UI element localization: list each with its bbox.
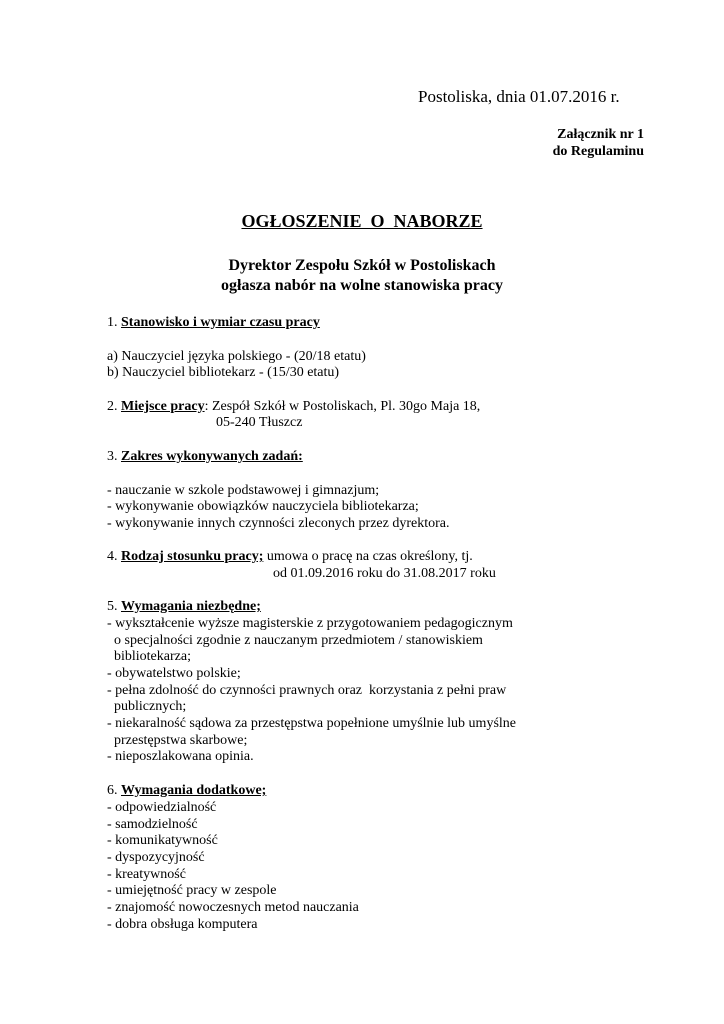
section-3-item: - wykonywanie innych czynności zleconych przez dyrektora. <box>107 516 450 531</box>
section-6-number: 6. <box>107 783 121 798</box>
section-5-line: - nieposzlakowana opinia. <box>107 749 254 764</box>
section-5-line: przestępstwa skarbowe; <box>107 733 248 748</box>
section-6-heading <box>107 782 266 799</box>
section-4-title: Rodzaj stosunku pracy; <box>121 549 264 564</box>
section-1-heading <box>107 314 320 331</box>
section-3-title: Zakres wykonywanych zadań: <box>121 449 303 464</box>
section-2-heading <box>107 398 480 415</box>
section-2-title: Miejsce pracy <box>121 399 205 414</box>
attachment-regulation: do Regulaminu <box>552 144 644 159</box>
section-6-item: - odpowiedzialność <box>107 800 217 815</box>
section-6-item: - samodzielność <box>107 817 198 832</box>
section-4-heading <box>107 548 473 565</box>
section-6-title: Wymagania dodatkowe; <box>121 783 267 798</box>
section-1-title: Stanowisko i wymiar czasu pracy <box>121 315 320 330</box>
section-1-item: b) Nauczyciel bibliotekarz - (15/30 etatu) <box>107 365 340 380</box>
section-3-item: - nauczanie w szkole podstawowej i gimnazjum; <box>107 483 380 498</box>
section-2-address: : Zespół Szkół w Postoliskach, Pl. 30go Maja 18, <box>204 399 481 414</box>
page-title: OGŁOSZENIE O NABORZE <box>241 211 483 231</box>
section-6-item: - komunikatywność <box>107 833 218 848</box>
section-1-item: a) Nauczyciel języka polskiego - (20/18 etatu) <box>107 349 366 364</box>
section-3-item: - wykonywanie obowiązków nauczyciela bibliotekarza; <box>107 499 419 514</box>
section-5-line: - obywatelstwo polskie; <box>107 666 241 681</box>
section-5-title: Wymagania niezbędne; <box>121 599 261 614</box>
section-3-number: 3. <box>107 449 121 464</box>
section-6-item: - kreatywność <box>107 867 186 882</box>
section-6-item: - dyspozycyjność <box>107 850 205 865</box>
section-5-line: - niekaralność sądowa za przestępstwa popełnione umyślnie lub umyślne <box>107 716 516 731</box>
section-5-number: 5. <box>107 599 121 614</box>
section-6-item: - znajomość nowoczesnych metod nauczania <box>107 900 359 915</box>
subtitle-line-1: Dyrektor Zespołu Szkół w Postoliskach <box>228 257 496 274</box>
section-3-heading <box>107 448 303 465</box>
section-4-number: 4. <box>107 549 121 564</box>
section-5-heading <box>107 598 261 615</box>
section-5-line: - pełna zdolność do czynności prawnych oraz korzystania z pełni praw <box>107 683 507 698</box>
section-4-period: od 01.09.2016 roku do 31.08.2017 roku <box>273 566 496 581</box>
place-date: Postoliska, dnia 01.07.2016 r. <box>418 87 620 106</box>
section-5-line: publicznych; <box>107 699 187 714</box>
section-4-contract: umowa o pracę na czas określony, tj. <box>263 549 473 564</box>
section-6-item: - umiejętność pracy w zespole <box>107 883 277 898</box>
section-2-postal: 05-240 Tłuszcz <box>216 415 303 430</box>
attachment-number: Załącznik nr 1 <box>557 127 644 142</box>
subtitle-line-2: ogłasza nabór na wolne stanowiska pracy <box>221 277 503 294</box>
section-5-line: bibliotekarza; <box>107 649 191 664</box>
section-5-line: - wykształcenie wyższe magisterskie z przygotowaniem pedagogicznym <box>107 616 513 631</box>
section-6-item: - dobra obsługa komputera <box>107 917 258 932</box>
section-2-number: 2. <box>107 399 121 414</box>
section-5-line: o specjalności zgodnie z nauczanym przedmiotem / stanowiskiem <box>107 633 483 648</box>
section-1-number: 1. <box>107 315 121 330</box>
